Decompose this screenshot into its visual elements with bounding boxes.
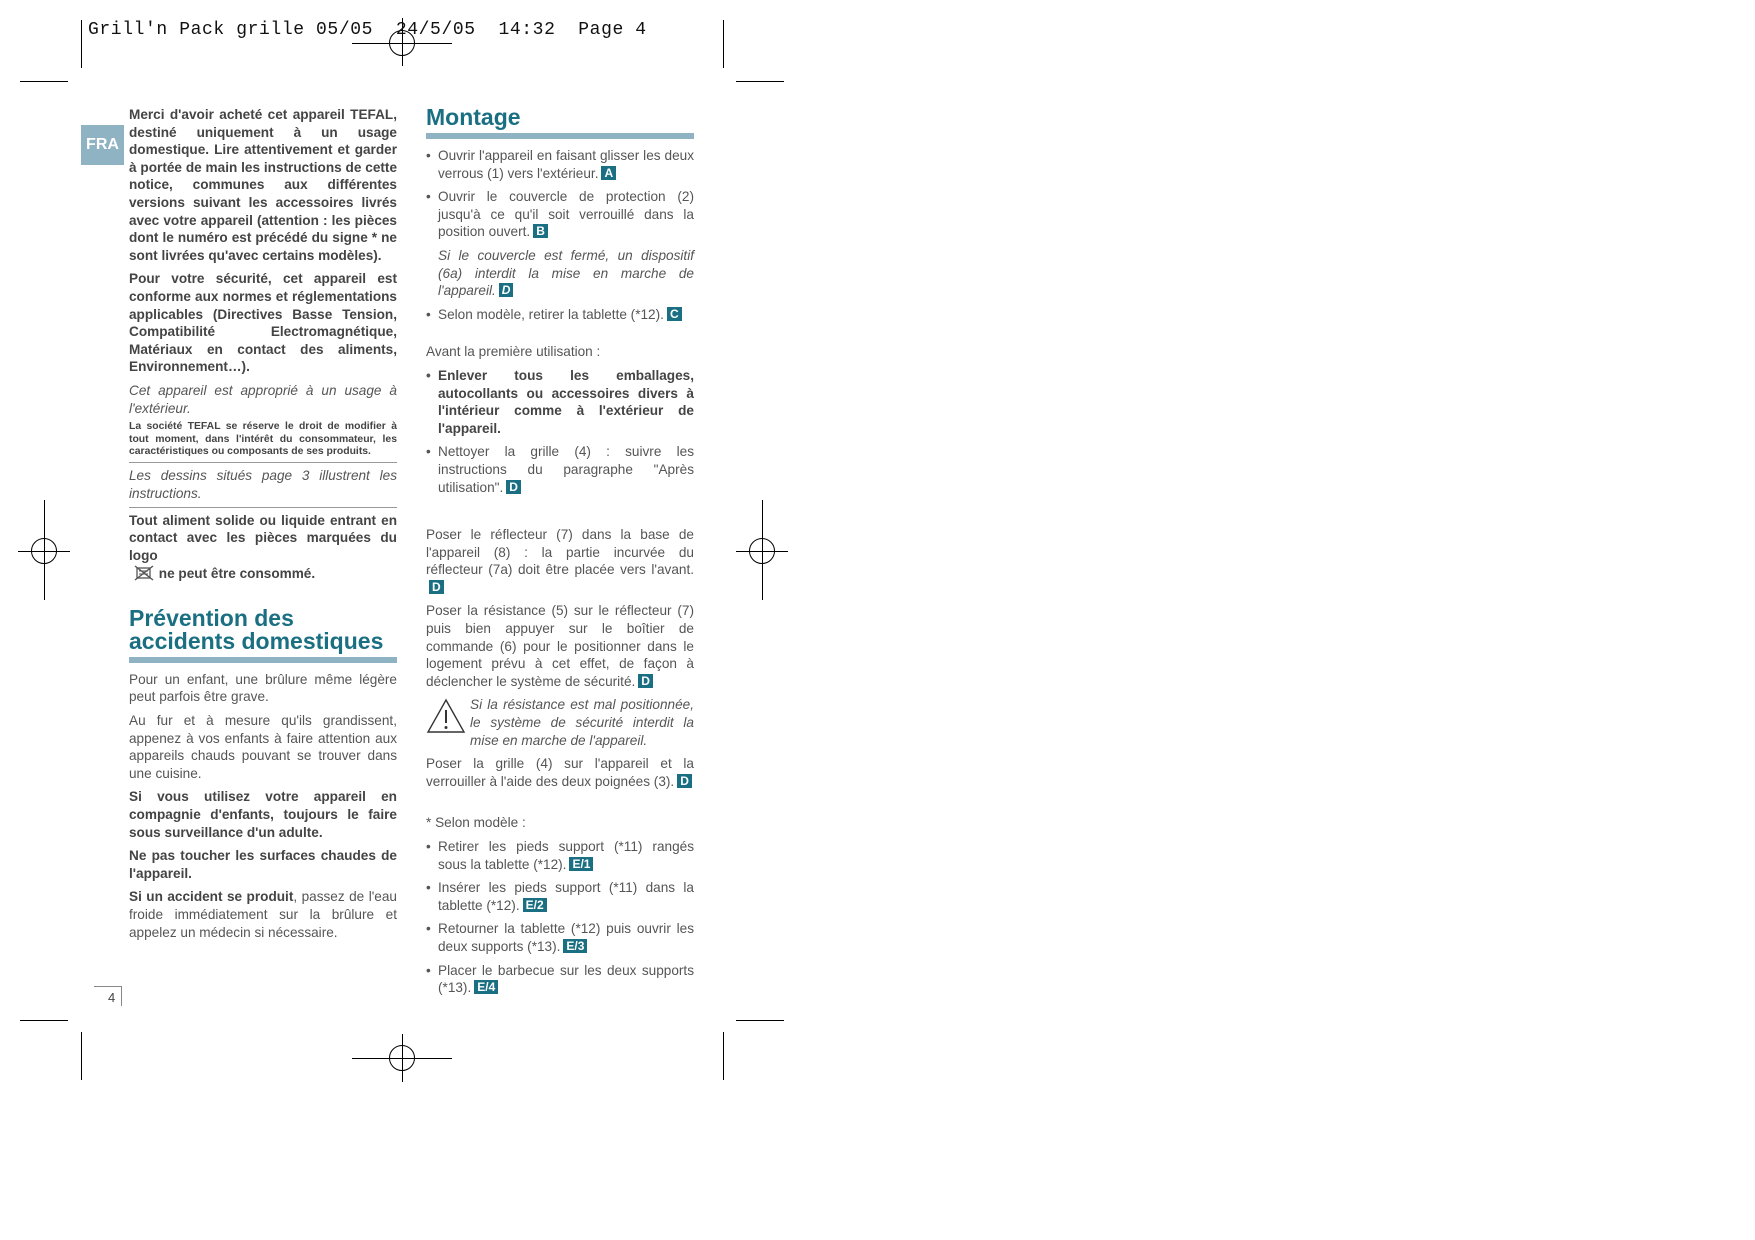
crop-mark (81, 1032, 82, 1080)
figure-badge: D (429, 580, 444, 594)
grill-lock-body: Poser la grille (4) sur l'appareil et la verrouiller à l'aide des deux poignées (3). (426, 756, 694, 789)
registration-mark-icon (749, 538, 775, 564)
crop-mark (20, 1020, 68, 1021)
resistance-text-body: Poser la résistance (5) sur le réflecteur (7) puis bien appuyer sur le boîtier de commande (6) pour le positionner dans le logement prévu à cet effet, de façon à déclencher le système de sécurité. (426, 603, 694, 689)
list-item (426, 443, 694, 496)
page-number: 4 (108, 990, 116, 1005)
figure-badge: A (601, 166, 616, 180)
accident-text-bold: Si un accident se produit (129, 889, 294, 905)
resistance-text (426, 602, 694, 690)
prevention-title-line1: Prévention des (129, 604, 294, 631)
figure-badge: E/1 (569, 857, 593, 871)
heading-rule (129, 657, 397, 663)
divider (129, 507, 397, 508)
figure-badge: D (506, 480, 521, 494)
crop-mark (20, 81, 68, 82)
figure-badge: B (533, 224, 548, 238)
figure-badge: D (499, 283, 514, 297)
left-column (129, 106, 397, 947)
food-contact-warning (129, 512, 397, 587)
lid-note (426, 247, 694, 300)
language-tab: FRA (81, 125, 124, 165)
rights-note: La société TEFAL se réserve le droit de modifier à tout moment, dans l'intérêt du consommateur, les caractéristiques ou composants de ses produits. (129, 421, 397, 457)
accident-text (129, 888, 397, 941)
no-touch-text: Ne pas toucher les surfaces chaudes de l'appareil. (129, 848, 397, 881)
reflector-text-body: Poser le réflecteur (7) dans la base de l'appareil (8) : la partie incurvée du réflecteur (7a) doit être placée vers l'avant. (426, 527, 694, 578)
list-item (426, 188, 694, 241)
step-text: Selon modèle, retirer la tablette (*12). (438, 306, 664, 322)
figure-badge: C (667, 307, 682, 321)
list-item (426, 838, 694, 873)
model-steps (426, 838, 694, 997)
prevention-title-line2: accidents domestiques (129, 627, 384, 654)
security-paragraph: Pour votre sécurité, cet appareil est conforme aux normes et réglementations applicables (Directives Basse Tension, Compatibilité Electromagnétique, Matériaux en contact des aliments, Environnement…). (129, 271, 397, 375)
before-first-use: Avant la première utilisation : (426, 344, 601, 360)
registration-mark-icon (31, 538, 57, 564)
registration-mark-icon (389, 1045, 415, 1071)
crop-mark (81, 20, 82, 68)
crop-mark (723, 20, 724, 68)
grill-lock-text (426, 755, 694, 790)
first-use-steps (426, 367, 694, 496)
food-contact-text-end: ne peut être consommé. (158, 566, 316, 582)
figure-badge: E/3 (563, 939, 587, 953)
print-slug: Grill'n Pack grille 05/05 24/5/05 14:32 Page 4 (88, 20, 647, 40)
food-contact-text: Tout aliment solide ou liquide entrant en contact avec les pièces marquées du logo (129, 512, 397, 563)
step-text: Insérer les pieds support (*11) dans la tablette (*12). (438, 880, 694, 913)
crop-mark (736, 1020, 784, 1021)
outdoor-note: Cet appareil est approprié à un usage à l'extérieur. (129, 382, 397, 416)
grow-up-text: Au fur et à mesure qu'ils grandissent, appenez à vos enfants à faire attention aux appareils chauds pouvant se trouver dans une cuisine. (129, 713, 397, 781)
step-text: Retirer les pieds support (*11) rangés sous la tablette (*12). (438, 839, 694, 872)
warning-triangle-icon (426, 698, 466, 734)
list-item (426, 306, 694, 324)
spacer (426, 329, 694, 343)
spacer (426, 796, 694, 814)
tablet-step (426, 306, 694, 324)
figure-badge: E/4 (474, 980, 498, 994)
prevention-title (129, 604, 397, 654)
right-column (426, 106, 694, 1003)
reflector-text (426, 526, 694, 596)
page-number-rule (94, 986, 122, 987)
list-item (426, 147, 694, 182)
figure-badge: D (677, 774, 692, 788)
step-text: Ouvrir le couvercle de protection (2) jusqu'à ce qu'il soit verrouillé dans la position ouvert. (438, 189, 694, 240)
montage-steps (426, 147, 694, 241)
step-text: Placer le barbecue sur les deux supports (*13). (438, 962, 694, 996)
model-note: * Selon modèle : (426, 815, 526, 831)
crop-mark (723, 1032, 724, 1080)
list-item (426, 879, 694, 914)
drawings-note: Les dessins situés page 3 illustrent les instructions. (129, 468, 397, 501)
list-item (426, 962, 694, 997)
step-text: Retourner la tablette (*12) puis ouvrir les deux supports (*13). (438, 921, 694, 954)
montage-title: Montage (426, 104, 521, 130)
warning-text: Si la résistance est mal positionnée, le système de sécurité interdit la mise en marche de l'appareil. (470, 697, 694, 748)
list-item (426, 920, 694, 955)
accident-text-rest: , passez de l'eau froide immédiatement sur la brûlure et appelez un médecin si nécessaire. (129, 889, 397, 940)
step-text: Nettoyer la grille (4) : suivre les instructions du paragraphe "Après utilisation". (438, 444, 694, 495)
list-item: • Enlever tous les emballages, autocollants ou accessoires divers à l'intérieur comme à l'extérieur de l'appareil. (426, 367, 694, 437)
step-text: Ouvrir l'appareil en faisant glisser les deux verrous (1) vers l'extérieur. (438, 148, 694, 181)
spacer (426, 502, 694, 526)
page-number-rule (121, 986, 122, 1006)
crossed-logo-icon (133, 564, 155, 587)
crop-mark (736, 81, 784, 82)
figure-badge: D (638, 674, 653, 688)
heading-rule (426, 133, 694, 139)
supervision-text: Si vous utilisez votre appareil en compagnie d'enfants, toujours le faire sous surveillance d'un adulte. (129, 789, 397, 840)
intro-paragraph: Merci d'avoir acheté cet appareil TEFAL, destiné uniquement à un usage domestique. Lire attentivement et garder à portée de main les instructions de cette notice, communes aux différentes versions suivant les accessoires livrés avec votre appareil (attention : les pièces dont le numéro est précédé du signe * ne sont livrées qu'avec certains modèles). (129, 107, 397, 263)
lid-note-text: Si le couvercle est fermé, un dispositif (6a) interdit la mise en marche de l'appareil. (438, 247, 694, 299)
divider (129, 462, 397, 463)
child-burn-text: Pour un enfant, une brûlure même légère peut parfois être grave. (129, 671, 397, 705)
warning-block (426, 696, 694, 749)
figure-badge: E/2 (523, 898, 547, 912)
